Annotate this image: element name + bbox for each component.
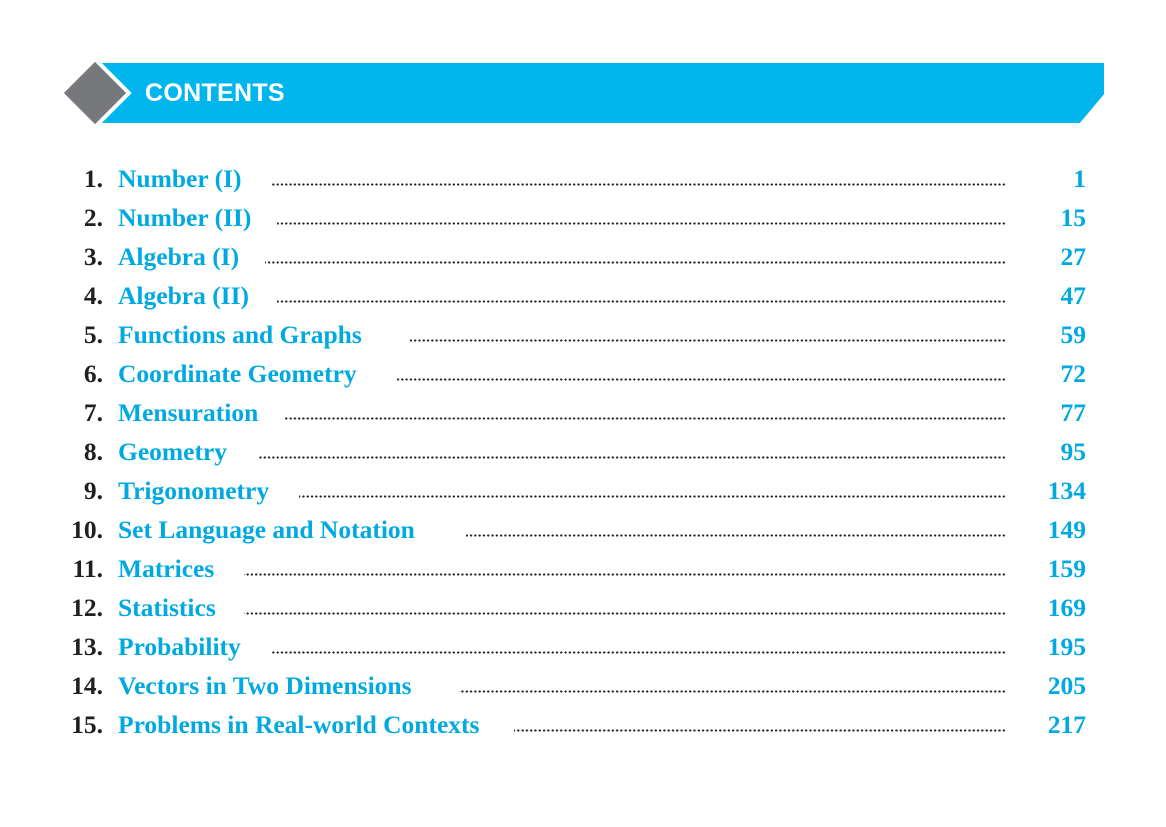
page-title: CONTENTS (145, 79, 285, 107)
toc-entry[interactable] (0, 276, 1166, 315)
entry-title[interactable]: Matrices (118, 553, 215, 583)
entry-number: 2. (83, 202, 103, 232)
entry-title[interactable]: Functions and Graphs (118, 319, 362, 349)
dot-leader (397, 354, 1006, 393)
entry-page-number[interactable]: 77 (1060, 397, 1086, 427)
toc-entry[interactable] (0, 471, 1166, 510)
entry-number: 12. (71, 592, 103, 622)
entry-title[interactable]: Number (I) (118, 163, 242, 193)
entry-number: 4. (83, 280, 103, 310)
entry-number: 3. (83, 241, 103, 271)
toc-entry[interactable] (0, 432, 1166, 471)
entry-page-number[interactable]: 27 (1060, 241, 1086, 271)
entry-number: 1. (83, 163, 103, 193)
dot-leader (244, 549, 1006, 588)
entry-number: 9. (83, 475, 103, 505)
dot-leader (244, 588, 1006, 627)
entry-page-number[interactable]: 195 (1047, 631, 1086, 661)
dot-leader (459, 666, 1006, 705)
dot-leader (271, 627, 1006, 666)
toc-entry[interactable] (0, 588, 1166, 627)
toc-entry[interactable] (0, 705, 1166, 744)
toc-entry[interactable] (0, 510, 1166, 549)
dot-leader (466, 510, 1006, 549)
entry-page-number[interactable]: 15 (1060, 202, 1086, 232)
dot-leader (514, 705, 1006, 744)
toc-entry[interactable] (0, 159, 1166, 198)
entry-title[interactable]: Mensuration (118, 397, 259, 427)
dot-leader (272, 159, 1006, 198)
entry-title[interactable]: Geometry (118, 436, 228, 466)
entry-number: 13. (71, 631, 103, 661)
dot-leader (277, 198, 1006, 237)
entry-page-number[interactable]: 159 (1047, 553, 1086, 583)
toc-entry[interactable] (0, 198, 1166, 237)
dot-leader (265, 237, 1006, 276)
entry-page-number[interactable]: 134 (1047, 475, 1086, 505)
entry-title[interactable]: Vectors in Two Dimensions (118, 670, 412, 700)
toc-entry[interactable] (0, 666, 1166, 705)
toc-entry[interactable] (0, 393, 1166, 432)
entry-number: 5. (83, 319, 103, 349)
entry-title[interactable]: Statistics (118, 592, 216, 622)
entry-page-number[interactable]: 1 (1073, 163, 1086, 193)
toc-entry[interactable] (0, 627, 1166, 666)
entry-title[interactable]: Set Language and Notation (118, 514, 415, 544)
entry-title[interactable]: Algebra (II) (118, 280, 250, 310)
entry-page-number[interactable]: 205 (1047, 670, 1086, 700)
entry-number: 6. (83, 358, 103, 388)
entry-title[interactable]: Number (II) (118, 202, 252, 232)
entry-page-number[interactable]: 149 (1047, 514, 1086, 544)
entry-number: 11. (72, 553, 103, 583)
dot-leader (285, 393, 1006, 432)
entry-number: 7. (83, 397, 103, 427)
entry-number: 10. (71, 514, 103, 544)
entry-title[interactable]: Problems in Real-world Contexts (118, 709, 480, 739)
entry-title[interactable]: Probability (118, 631, 241, 661)
toc-entry[interactable] (0, 354, 1166, 393)
table-of-contents (0, 159, 1166, 744)
dot-leader (410, 315, 1006, 354)
entry-page-number[interactable]: 169 (1047, 592, 1086, 622)
entry-number: 14. (71, 670, 103, 700)
entry-number: 8. (83, 436, 103, 466)
entry-title[interactable]: Algebra (I) (118, 241, 240, 271)
entry-page-number[interactable]: 47 (1060, 280, 1086, 310)
toc-entry[interactable] (0, 549, 1166, 588)
entry-number: 15. (71, 709, 103, 739)
toc-entry[interactable] (0, 237, 1166, 276)
entry-page-number[interactable]: 72 (1060, 358, 1086, 388)
dot-leader (277, 276, 1006, 315)
entry-page-number[interactable]: 217 (1047, 709, 1086, 739)
entry-page-number[interactable]: 95 (1060, 436, 1086, 466)
entry-page-number[interactable]: 59 (1060, 319, 1086, 349)
entry-title[interactable]: Coordinate Geometry (118, 358, 357, 388)
entry-title[interactable]: Trigonometry (118, 475, 270, 505)
toc-entry[interactable] (0, 315, 1166, 354)
dot-leader (258, 432, 1006, 471)
dot-leader (299, 471, 1006, 510)
